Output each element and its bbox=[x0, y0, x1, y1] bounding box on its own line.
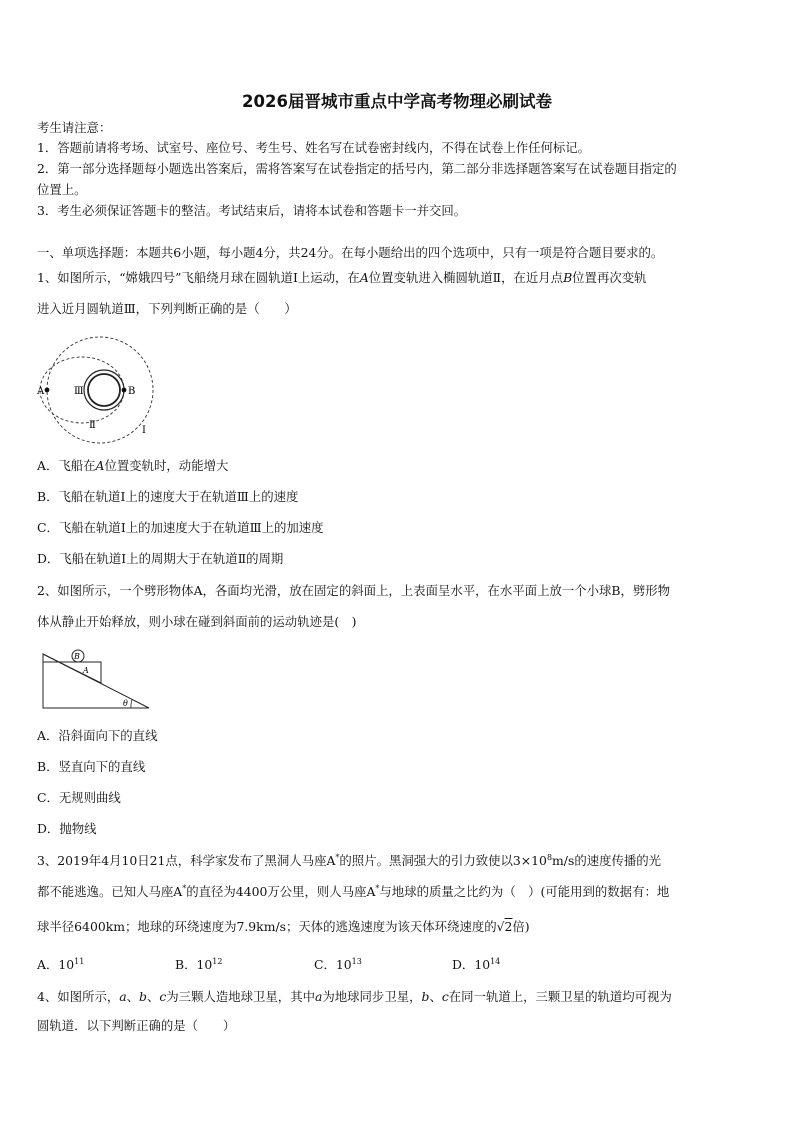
q4-stem-line1: 4、如图所示，a、b、c为三颗人造地球卫星，其中a为地球同步卫星，b、c在同一轨道上，三颗卫星的轨道均可视为 bbox=[37, 989, 672, 1004]
q2-stem-line1: 2、如图所示，一个劈形物体A，各面均光滑，放在固定的斜面上，上表面呈水平，在水平面上放一个小球B，劈形物 bbox=[37, 583, 671, 598]
q1-option-b: B．飞船在轨道Ⅰ上的速度大于在轨道Ⅲ上的速度 bbox=[37, 489, 299, 504]
notice-item-1: 1．答题前请将考场、试室号、座位号、考生号、姓名写在试卷密封线内，不得在试卷上作任何标记。 bbox=[37, 140, 591, 155]
orbit-III bbox=[84, 370, 124, 410]
q2-option-d: D．抛物线 bbox=[37, 821, 97, 836]
q2-option-c: C．无规则曲线 bbox=[37, 790, 121, 805]
q4-stem-line2: 圆轨道．以下判断正确的是（ ） bbox=[37, 1018, 236, 1033]
q1-stem-line2: 进入近月圆轨道Ⅲ，下列判断正确的是（ ） bbox=[37, 301, 297, 316]
sqrt-radicand: 2 bbox=[504, 919, 513, 934]
label-III: Ⅲ bbox=[74, 386, 84, 397]
label-theta: θ bbox=[123, 699, 128, 708]
q3-option-b: B．$10^{12}$ bbox=[175, 956, 223, 972]
q2-option-a: A．沿斜面向下的直线 bbox=[37, 728, 158, 743]
q1-option-d: D．飞船在轨道Ⅰ上的周期大于在轨道Ⅱ的周期 bbox=[37, 551, 284, 566]
q1-option-a: A．飞船在A位置变轨时，动能增大 bbox=[37, 458, 229, 473]
label-ball-B: B bbox=[74, 652, 80, 661]
q3-option-d: D．$10^{14}$ bbox=[452, 956, 501, 972]
moon bbox=[88, 374, 120, 406]
label-wedge-A: A bbox=[83, 666, 89, 675]
q2-option-b: B．竖直向下的直线 bbox=[37, 759, 146, 774]
label-I: Ⅰ bbox=[142, 425, 146, 436]
section-heading: 一、单项选择题：本题共6小题，每小题4分，共24分。在每小题给出的四个选项中，只有一项是符合题目要求的。 bbox=[37, 245, 664, 260]
q3-stem-line1: 3、2019年4月10日21点，科学家发布了黑洞人马座A*的照片。黑洞强大的引力致使以$3\times 10^8m/s$的速度传播的光 bbox=[37, 852, 662, 868]
notice-heading: 考生请注意： bbox=[37, 120, 112, 135]
q1-option-c: C．飞船在轨道Ⅰ上的加速度大于在轨道Ⅲ上的加速度 bbox=[37, 520, 324, 535]
q3-stem-line3: 球半径6400km；地球的环绕速度为7.9km/s；天体的逃逸速度为该天体环绕速度的√2倍) bbox=[37, 919, 530, 934]
q1-orbit-figure bbox=[36, 334, 164, 446]
point-A-marker bbox=[45, 388, 50, 393]
sqrt-sign: √ bbox=[496, 919, 505, 934]
point-B-marker bbox=[122, 388, 127, 393]
q1-stem-line1: 1、如图所示，“嫦娥四号”飞船绕月球在圆轨道Ⅰ上运动，在A位置变轨进入椭圆轨道Ⅱ，在近月点B位置再次变轨 bbox=[37, 270, 647, 285]
notice-item-2-cont: 位置上。 bbox=[37, 182, 87, 197]
orbit-I bbox=[47, 337, 153, 443]
notice-item-2: 2．第一部分选择题每小题选出答案后，需将答案写在试卷指定的括号内，第二部分非选择题答案写在试卷题目指定的 bbox=[37, 161, 677, 176]
label-A: A bbox=[37, 386, 45, 397]
angle-arc bbox=[131, 700, 132, 708]
q3-option-c: C．$10^{13}$ bbox=[314, 956, 362, 972]
q2-incline-figure bbox=[38, 648, 154, 712]
label-II: Ⅱ bbox=[89, 420, 96, 431]
q3-option-a: A．$10^{11}$ bbox=[37, 956, 85, 972]
q3-stem-line2: 都不能逃逸。已知人马座A*的直径为4400万公里，则人马座A*与地球的质量之比约为（ ）(可能用到的数据有：地 bbox=[37, 883, 670, 899]
q2-stem-line2: 体从静止开始释放，则小球在碰到斜面前的运动轨迹是( ) bbox=[37, 614, 357, 629]
notice-item-3: 3．考生必须保证答题卡的整洁。考试结束后，请将本试卷和答题卡一并交回。 bbox=[37, 203, 467, 218]
page-title: 2026届晋城市重点中学高考物理必刷试卷 bbox=[242, 92, 552, 111]
label-B: B bbox=[128, 386, 136, 397]
